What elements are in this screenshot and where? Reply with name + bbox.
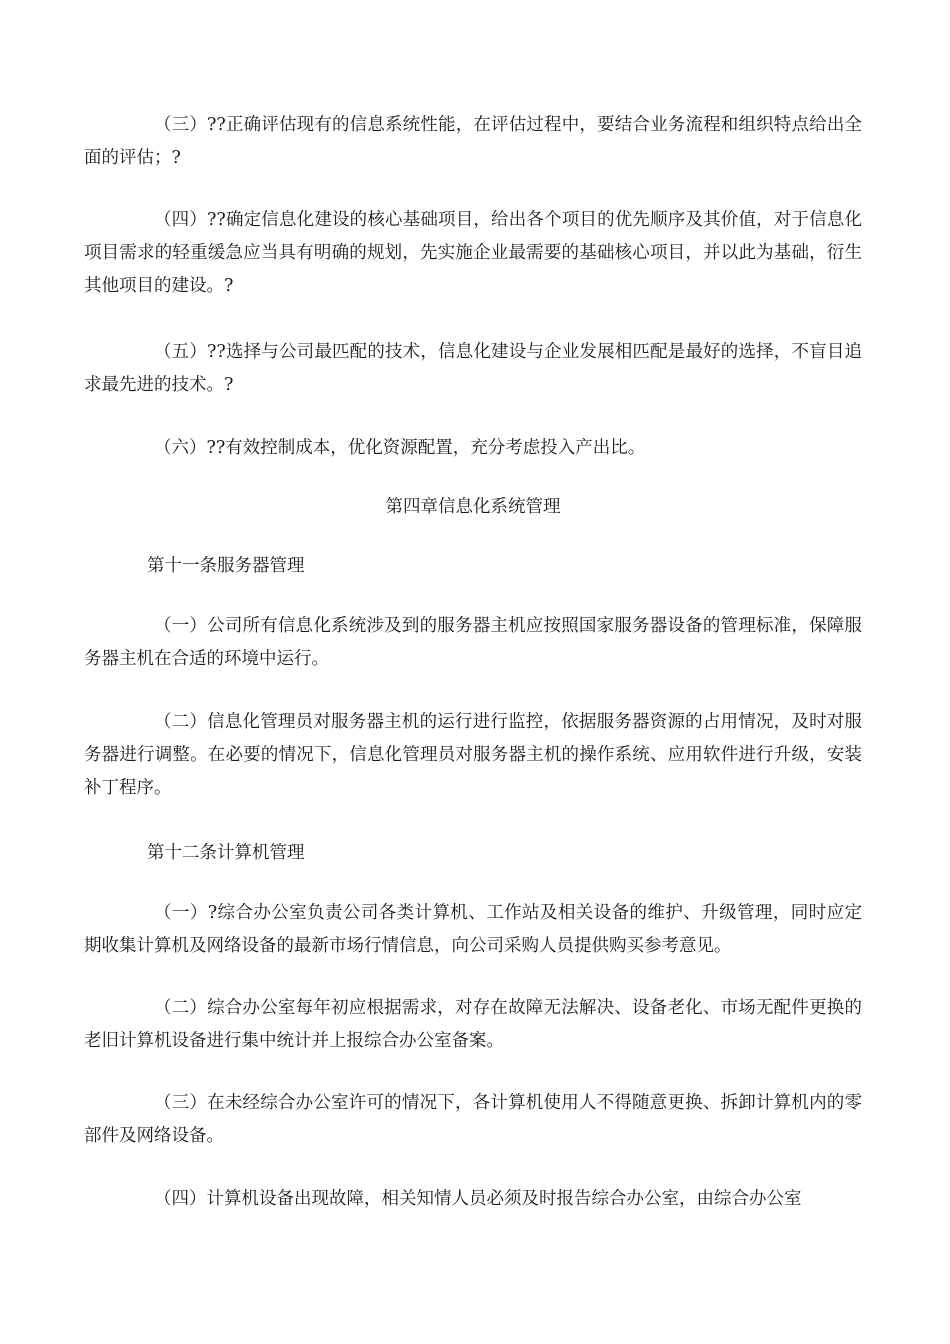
paragraph-computer-maintenance: （一）?综合办公室负责公司各类计算机、工作站及相关设备的维护、升级管理，同时应定期收集计算机及网络设备的最新市场行情信息，向公司采购人员提供购买参考意见。: [84, 903, 862, 956]
paragraph-fault-report: （四）计算机设备出现故障，相关知情人员必须及时报告综合办公室，由综合办公室: [154, 1189, 802, 1209]
paragraph-control-cost: （六）??有效控制成本，优化资源配置，充分考虑投入产出比。: [154, 438, 646, 458]
paragraph-no-disassembly: （三）在未经综合办公室许可的情况下，各计算机使用人不得随意更换、拆卸计算机内的零部件及网络设备。: [84, 1093, 862, 1146]
paragraph-core-projects: （四）??确定信息化建设的核心基础项目，给出各个项目的优先顺序及其价值，对于信息化项目需求的轻重缓急应当具有明确的规划，先实施企业最需要的基础核心项目，并以此为基础，衍生其他项目的建设。?: [84, 210, 862, 296]
paragraph-server-monitoring: （二）信息化管理员对服务器主机的运行进行监控，依据服务器资源的占用情况，及时对服务器进行调整。在必要的情况下，信息化管理员对服务器主机的操作系统、应用软件进行升级，安装补丁程序。: [84, 712, 862, 798]
chapter-title: 第四章信息化系统管理: [385, 497, 561, 517]
paragraph-annual-report: （二）综合办公室每年初应根据需求，对存在故障无法解决、设备老化、市场无配件更换的老旧计算机设备进行集中统计并上报综合办公室备案。: [84, 998, 862, 1051]
paragraph-server-standard: （一）公司所有信息化系统涉及到的服务器主机应按照国家服务器设备的管理标准，保障服务器主机在合适的环境中运行。: [84, 616, 862, 669]
paragraph-select-technology: （五）??选择与公司最匹配的技术，信息化建设与企业发展相匹配是最好的选择，不盲目追求最先进的技术。?: [84, 342, 862, 395]
paragraph-evaluate-performance: （三）??正确评估现有的信息系统性能，在评估过程中，要结合业务流程和组织特点给出全面的评估；?: [84, 115, 862, 168]
article-11-heading: 第十一条服务器管理: [147, 556, 305, 576]
article-12-heading: 第十二条计算机管理: [147, 843, 305, 863]
